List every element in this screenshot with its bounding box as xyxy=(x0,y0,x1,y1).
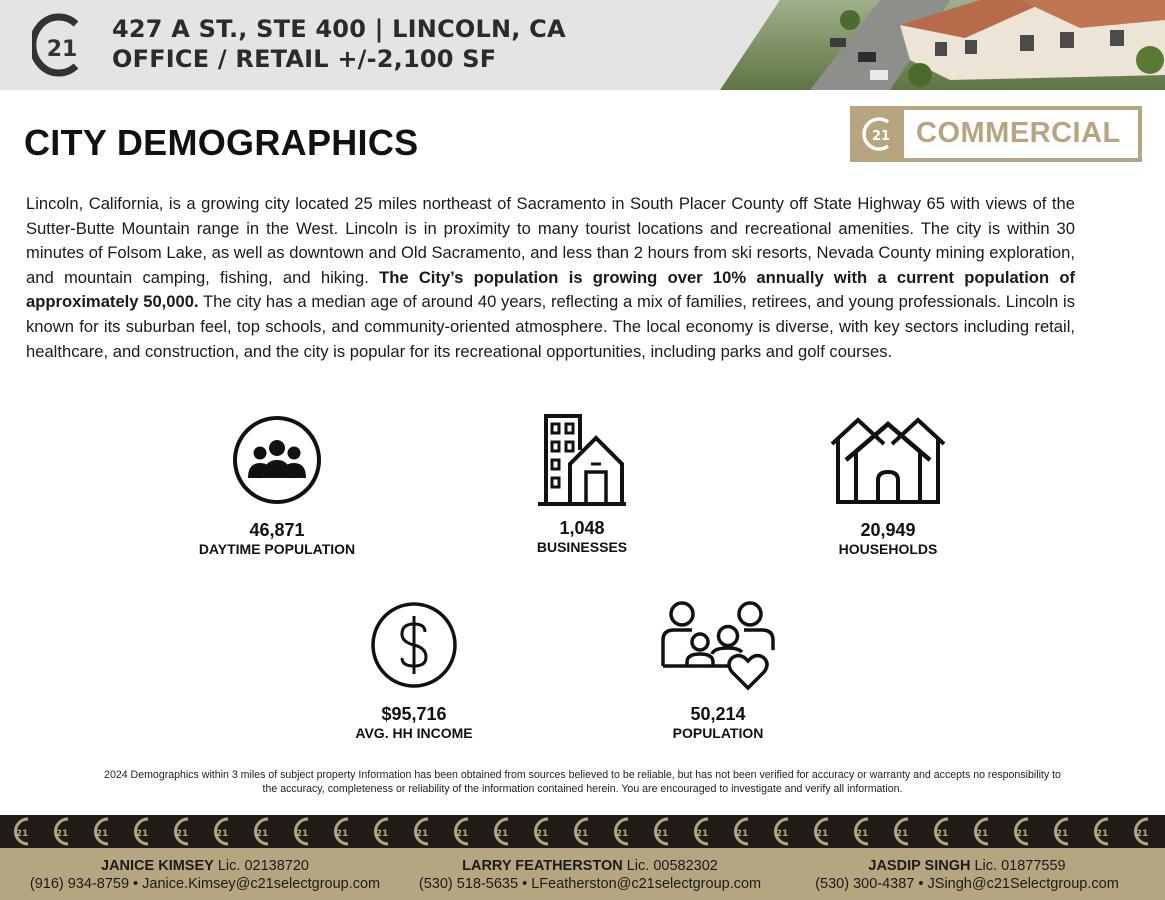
buildings-icon xyxy=(534,410,630,508)
footer-agents xyxy=(0,848,1165,900)
agent-license: Lic. 01877559 xyxy=(970,858,1066,874)
houses-icon xyxy=(828,414,948,506)
logo-mark xyxy=(854,110,904,158)
stat-label: POPULATION xyxy=(672,725,764,741)
family-heart-icon xyxy=(660,600,776,692)
agent-email[interactable]: JSingh@c21Selectgroup.com xyxy=(927,876,1119,892)
property-address xyxy=(112,14,566,74)
agent-phone[interactable]: (530) 518-5635 xyxy=(418,876,519,892)
city-description: Lincoln, California, is a growing city located 25 miles northeast of Sacramento in South Placer County off State Highway 65 with views of the Sutter-Butte Mountain range in the West. Lincoln is in proximity to many tourist locations and recreational amenities. The city is within 30 minutes of Folsom Lake, as well as downtown and Old Sacramento, and less than 2 hours from ski resorts, Nevada County mining exploration, and mountain camping, fishing, and hiking. The City’s population is growing over 10% annually with a current population of approximately 50,000. The city has a median age of around 40 years, reflecting a mix of families, retirees, and young professionals. Lincoln is known for its suburban feel, top schools, and community-oriented atmosphere. The local economy is diverse, with key sectors including retail, healthcare, and construction, and the city is popular for its recreational opportunities, including parks and golf courses. xyxy=(26,194,1075,361)
page-title: CITY DEMOGRAPHICS xyxy=(24,122,419,163)
agent-email[interactable]: Janice.Kimsey@c21selectgroup.com xyxy=(142,876,381,892)
disclaimer-text: 2024 Demographics within 3 miles of subject property Information has been obtained from sources believed to be reliable, but has not been verified for accuracy or warranty and accepts no responsibility to the accuracy, completeness or reliability of the information contained herein. You are encouraged to investigate and verify all information. xyxy=(104,769,1061,795)
property-photo xyxy=(720,0,1165,90)
stat-label: BUSINESSES xyxy=(536,539,628,555)
dollar-icon xyxy=(369,600,459,690)
agent-name: JASDIP SINGH xyxy=(868,858,971,874)
stat-label: HOUSEHOLDS xyxy=(838,541,938,557)
agent-contact: LARRY FEATHERSTON Lic. 00582302 (530) 518-5635 • LFeatherston@c21selectgroup.com xyxy=(418,858,762,892)
svg-text:21: 21 xyxy=(46,37,78,62)
stat-households xyxy=(788,414,988,558)
svg-text:21: 21 xyxy=(871,129,891,144)
agent-contact: JASDIP SINGH Lic. 01877559 (530) 300-4387 • JSingh@c21Selectgroup.com xyxy=(815,858,1119,892)
stat-value: 50,214 xyxy=(690,704,746,724)
agent-phone[interactable]: (916) 934-8759 xyxy=(29,876,130,892)
stat-value: 1,048 xyxy=(559,518,605,538)
stat-label: AVG. HH INCOME xyxy=(355,725,473,741)
agent-email[interactable]: LFeatherston@c21selectgroup.com xyxy=(531,876,762,892)
header-bar xyxy=(0,0,1165,90)
agent-name: JANICE KIMSEY xyxy=(101,858,214,874)
commercial-wordmark: COMMERCIAL xyxy=(916,117,1121,149)
agent-license: Lic. 00582302 xyxy=(622,858,718,874)
stat-businesses xyxy=(482,410,682,556)
agent-contact: JANICE KIMSEY Lic. 02138720 (916) 934-8759 • Janice.Kimsey@c21selectgroup.com xyxy=(29,858,381,892)
stat-value: 46,871 xyxy=(249,520,305,540)
century21-logo xyxy=(32,12,88,78)
address-line: 427 A ST., STE 400 | LINCOLN, CA xyxy=(112,15,566,43)
agent-phone[interactable]: (530) 300-4387 xyxy=(815,876,915,892)
stat-population xyxy=(618,600,818,742)
c21-pattern-icon xyxy=(0,815,1165,848)
century21-commercial-logo xyxy=(850,106,1142,162)
group-icon xyxy=(231,414,323,506)
stat-label: DAYTIME POPULATION xyxy=(198,541,356,557)
stat-daytime-population xyxy=(177,414,377,558)
stat-value: 20,949 xyxy=(860,520,916,540)
property-type-line: OFFICE / RETAIL +/-2,100 SF xyxy=(112,45,497,73)
agent-license: Lic. 02138720 xyxy=(213,858,309,874)
agent-name: LARRY FEATHERSTON xyxy=(462,858,623,874)
c21-mark-icon xyxy=(854,110,904,158)
stat-avg-hh-income xyxy=(314,600,514,742)
population-highlight: The City’s population is growing over 10% annually with a current population of approximately 50,000. xyxy=(26,267,1075,312)
c21-pattern-band xyxy=(0,815,1165,848)
stat-value: $95,716 xyxy=(381,704,447,724)
